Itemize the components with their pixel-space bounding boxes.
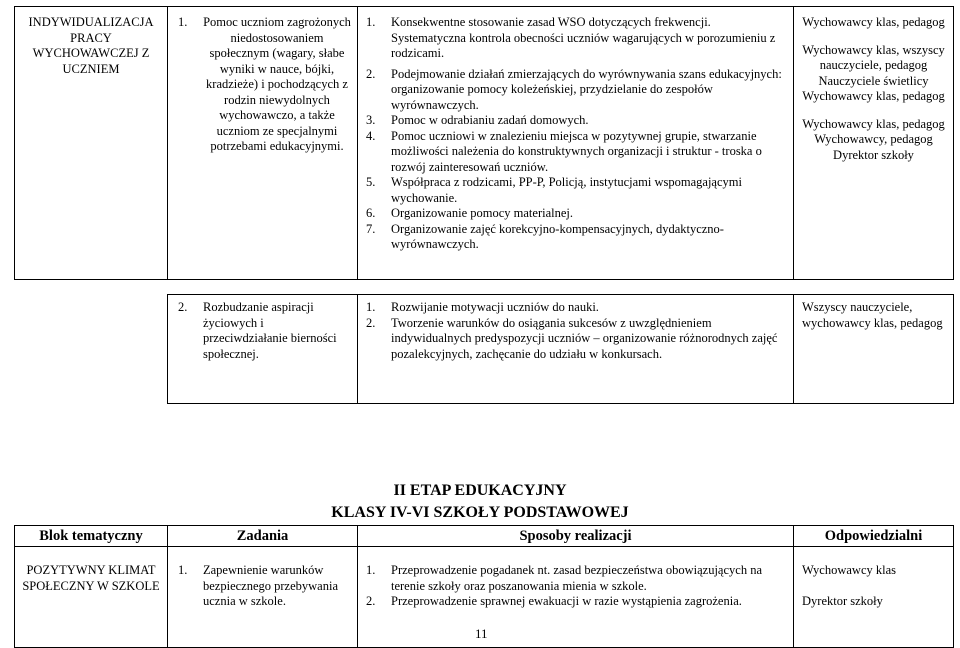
item-number: 2.: [366, 594, 376, 608]
responsible-cell: [794, 295, 954, 404]
section-heading: [0, 482, 960, 522]
item-text: Konsekwentne stosowanie zasad WSO dotyczących frekwencji. Systematyczna kontrola obecności uczniów wagarujących w porozumieniu z rodzicami.: [391, 15, 776, 60]
item-text: Przeprowadzenie sprawnej ewakuacji w razie wystąpienia zagrożenia.: [391, 594, 742, 608]
item-number: 2.: [366, 66, 376, 81]
item-text: Rozwijanie motywacji uczniów do nauki.: [391, 300, 599, 314]
responsible-cell: [794, 547, 954, 648]
item-number: 1.: [366, 563, 376, 577]
list-item: [366, 316, 787, 363]
item-number: 5.: [366, 175, 376, 189]
page-number: 11: [475, 626, 488, 641]
category-cell: [15, 7, 168, 280]
task-text: Pomoc uczniom zagrożonych niedostosowaniem społecznym (wagary, słabe wyniki w nauce, bójki, kradzieże) i pochodzących z rodzin niewydolnych wychowawczo, a także uczniom ze specjalnymi potrzebami edukacyjnymi.: [203, 15, 351, 153]
responsible-item: Wychowawcy klas: [802, 563, 897, 577]
item-number: 1.: [366, 15, 376, 29]
responsible-item: Wychowawcy klas, pedagog: [802, 116, 945, 131]
list-item: [366, 563, 787, 594]
list-item: 1. Zapewnienie warunków bezpiecznego przebywania ucznia w szkole.: [178, 563, 338, 608]
methods-list: [366, 300, 787, 362]
methods-list: [366, 15, 787, 253]
responsible-item: Dyrektor szkoły: [833, 147, 914, 162]
list-item: [366, 113, 787, 129]
task-text: Rozbudzanie aspiracji życiowych i przeciwdziałanie bierności społecznej.: [203, 300, 337, 361]
column-header: Blok tematyczny: [15, 526, 168, 547]
heading-line2: KLASY IV-VI SZKOŁY PODSTAWOWEJ: [331, 504, 629, 521]
responsible-item: Dyrektor szkoły: [802, 593, 883, 608]
task-cell: [168, 295, 358, 404]
item-number: 4.: [366, 128, 376, 143]
table-row: [15, 7, 954, 280]
responsible-text: Wszyscy nauczyciele, wychowawcy klas, pedagog: [802, 300, 943, 330]
responsible-item: Wychowawcy klas, wszyscy nauczyciele, pedagog: [802, 42, 945, 72]
responsible-list: [800, 15, 947, 163]
list-item: [366, 15, 787, 62]
table-header-row: [15, 526, 954, 547]
responsible-item: Nauczyciele świetlicy: [818, 73, 929, 88]
column-header: Sposoby realizacji: [358, 526, 794, 547]
list-item: [366, 594, 787, 610]
list-item: [366, 129, 787, 176]
item-text: Organizowanie pomocy materialnej.: [391, 206, 573, 220]
item-number: 1.: [366, 300, 376, 314]
item-text: Organizowanie zajęć korekcyjno-kompensacyjnych, dydaktyczno-wyrównawczych.: [391, 221, 724, 251]
plan-table-middle: [167, 294, 954, 404]
item-text: Pomoc w odrabianiu zadań domowych.: [391, 113, 589, 127]
item-text: Pomoc uczniowi w znalezieniu miejsca w pozytywnej grupie, stwarzanie możliwości należenia do konstruktywnych organizacji i struktur - troska o rozwój zainteresowań uczniów.: [391, 128, 762, 174]
task-cell: [168, 547, 358, 648]
responsible-item: Wychowawcy, pedagog: [814, 132, 933, 146]
methods-list: [366, 563, 787, 610]
item-text: Przeprowadzenie pogadanek nt. zasad bezpieczeństwa obowiązujących na terenie szkoły oraz poszanowania mienia w szkole.: [391, 563, 763, 593]
item-text: Podejmowanie działań zmierzających do wyrównywania szans edukacyjnych: organizowanie pomocy koleżeńskiej, przydzielanie do zespołów wyrównawczych.: [391, 66, 782, 112]
category-cell: [15, 547, 168, 648]
list-item: 2. Rozbudzanie aspiracji życiowych i przeciwdziałanie bierności społecznej.: [178, 300, 337, 361]
item-number: 3.: [366, 113, 376, 127]
methods-cell: [358, 547, 794, 648]
item-number: 2.: [366, 315, 376, 330]
item-text: Tworzenie warunków do osiągania sukcesów z uwzględnieniem indywidualnych predyspozycji uczniów – organizowanie różnorodnych zajęć pozalekcyjnych, zachęcanie do udziału w konkursach.: [391, 315, 778, 361]
category-label: POZYTYWNY KLIMAT SPOŁECZNY W SZKOLE: [22, 563, 160, 593]
plan-table-top: [14, 6, 954, 280]
list-item: [366, 206, 787, 222]
column-header: Odpowiedzialni: [794, 526, 954, 547]
list-item: [366, 300, 787, 316]
table-row: [168, 295, 954, 404]
methods-cell: [358, 7, 794, 280]
responsible-item: Wychowawcy klas, pedagog: [802, 15, 945, 29]
column-header: Zadania: [168, 526, 358, 547]
list-item: [366, 67, 787, 114]
item-number: 6.: [366, 206, 376, 220]
responsible-cell: [794, 7, 954, 280]
task-text: Zapewnienie warunków bezpiecznego przebywania ucznia w szkole.: [203, 563, 338, 608]
methods-cell: [358, 295, 794, 404]
category-label: INDYWIDUALIZACJA PRACY WYCHOWAWCZEJ Z UCZNIEM: [28, 15, 154, 76]
task-cell: [168, 7, 358, 280]
item-text: Współpraca z rodzicami, PP-P, Policją, instytucjami wspomagającymi wychowanie.: [391, 175, 742, 205]
responsible-item: Wychowawcy klas, pedagog: [802, 89, 945, 103]
list-item: [366, 222, 787, 253]
item-number: 7.: [366, 221, 376, 236]
list-item: [366, 175, 787, 206]
list-item: 1. Pomoc uczniom zagrożonych niedostosowaniem społecznym (wagary, słabe wyniki w nauce, bójki, kradzieże) i pochodzących z rodzin niewydolnych wychowawczo, a także uczniom ze specjalnymi potrzebami edukacyjnymi.: [178, 15, 351, 153]
heading-line1: II ETAP EDUKACYJNY: [393, 482, 567, 499]
